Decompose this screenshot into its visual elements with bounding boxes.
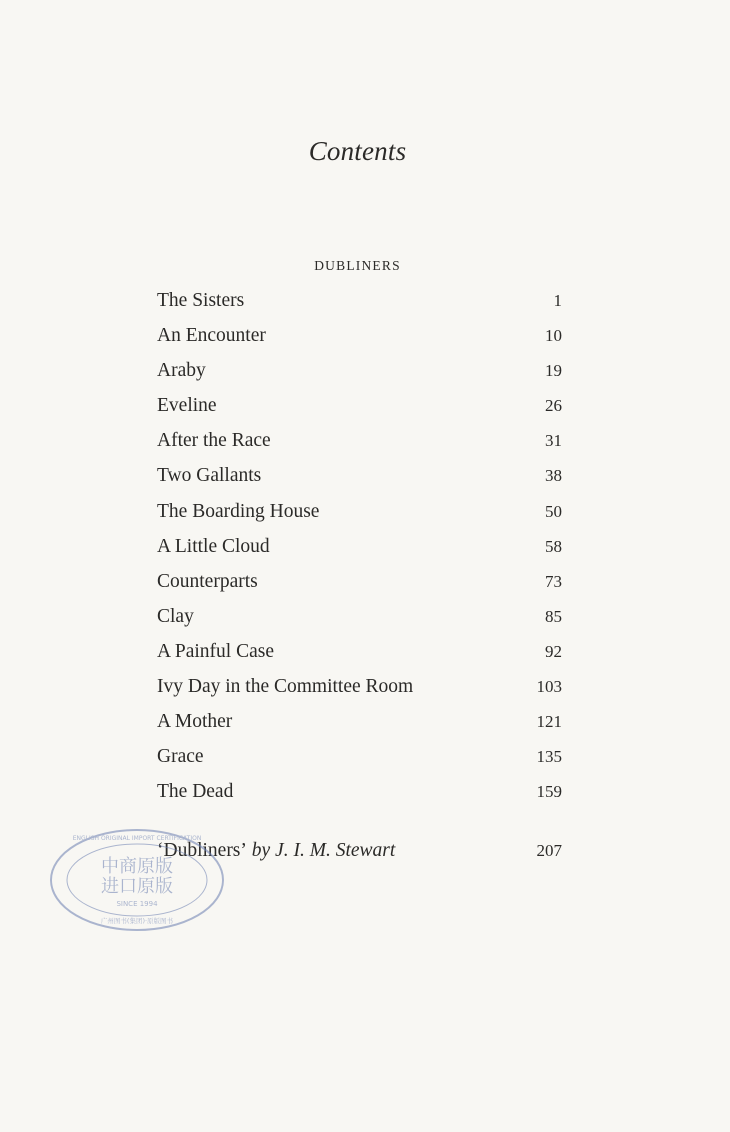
toc-entry bbox=[157, 536, 562, 571]
page-title: Contents bbox=[308, 136, 407, 166]
toc-entry-title: Two Gallants bbox=[157, 465, 262, 487]
toc-entry-page-number: 103 bbox=[536, 677, 562, 697]
toc-entry-title: Grace bbox=[157, 746, 204, 768]
toc-entry bbox=[157, 465, 562, 500]
toc-entry-title: The Dead bbox=[157, 781, 234, 803]
toc-entry-page-number: 121 bbox=[536, 712, 562, 732]
toc-entry bbox=[157, 395, 562, 430]
toc-entry bbox=[157, 781, 562, 816]
stamp-top-text: ENGLISH ORIGINAL IMPORT CERTIFICATION bbox=[72, 835, 202, 842]
section-heading: DUBLINERS bbox=[314, 258, 401, 273]
toc-entry-page-number: 1 bbox=[553, 291, 562, 310]
stamp-line-2: 进口原版 bbox=[101, 876, 173, 897]
toc-entry bbox=[157, 676, 562, 711]
toc-entry bbox=[157, 360, 562, 395]
toc-entry-title: Eveline bbox=[157, 395, 217, 417]
essay-author-text: by J. I. M. Stewart bbox=[246, 840, 396, 861]
toc-entry bbox=[157, 606, 562, 641]
toc-entry-page-number: 73 bbox=[545, 571, 562, 591]
toc-entry-page-number: 19 bbox=[545, 361, 562, 381]
stamp-line-1: 中商原版 bbox=[101, 856, 173, 877]
toc-entry bbox=[157, 746, 562, 781]
toc-entry-title: A Painful Case bbox=[157, 640, 274, 662]
import-certification-stamp bbox=[48, 826, 226, 934]
toc-entry-page-number: 10 bbox=[545, 326, 562, 346]
toc-entry-page-number: 50 bbox=[545, 501, 562, 521]
toc-entry bbox=[157, 325, 562, 360]
toc-entry bbox=[157, 711, 562, 746]
essay-title-text: ‘Dubliners’ bbox=[157, 840, 247, 861]
toc-entry-title: After the Race bbox=[157, 430, 271, 452]
toc-entry-title: The Sisters bbox=[157, 290, 245, 311]
toc-entry-title: An Encounter bbox=[157, 325, 266, 347]
stamp-bottom-text: 广州图书(集团)·原版图书 bbox=[100, 917, 174, 925]
toc-entry-page-number: 38 bbox=[545, 466, 562, 486]
toc-entry bbox=[157, 501, 562, 536]
toc-entry-page-number: 92 bbox=[545, 641, 562, 661]
toc-entry-page-number: 159 bbox=[536, 782, 562, 802]
toc-entry-title: Ivy Day in the Committee Room bbox=[157, 676, 414, 698]
toc-entry-title: Counterparts bbox=[157, 570, 258, 592]
toc-entry-title: A Mother bbox=[157, 711, 233, 733]
toc-entry bbox=[157, 430, 562, 465]
toc-entry-page-number: 31 bbox=[545, 431, 562, 451]
toc-entry-page-number: 58 bbox=[545, 536, 562, 556]
toc-entry bbox=[157, 571, 562, 606]
toc-entry-title: The Boarding House bbox=[157, 500, 320, 522]
toc-list bbox=[157, 290, 562, 816]
essay-page-number: 207 bbox=[536, 841, 562, 860]
toc-entry bbox=[157, 641, 562, 676]
toc-entry bbox=[157, 290, 562, 325]
toc-entry-page-number: 26 bbox=[545, 396, 562, 416]
stamp-since: SINCE 1994 bbox=[116, 900, 158, 908]
toc-entry-title: Araby bbox=[157, 360, 206, 382]
toc-entry-title: A Little Cloud bbox=[157, 535, 270, 557]
toc-entry-title: Clay bbox=[157, 605, 194, 627]
toc-entry-page-number: 85 bbox=[545, 606, 562, 626]
toc-entry-page-number: 135 bbox=[536, 747, 562, 767]
